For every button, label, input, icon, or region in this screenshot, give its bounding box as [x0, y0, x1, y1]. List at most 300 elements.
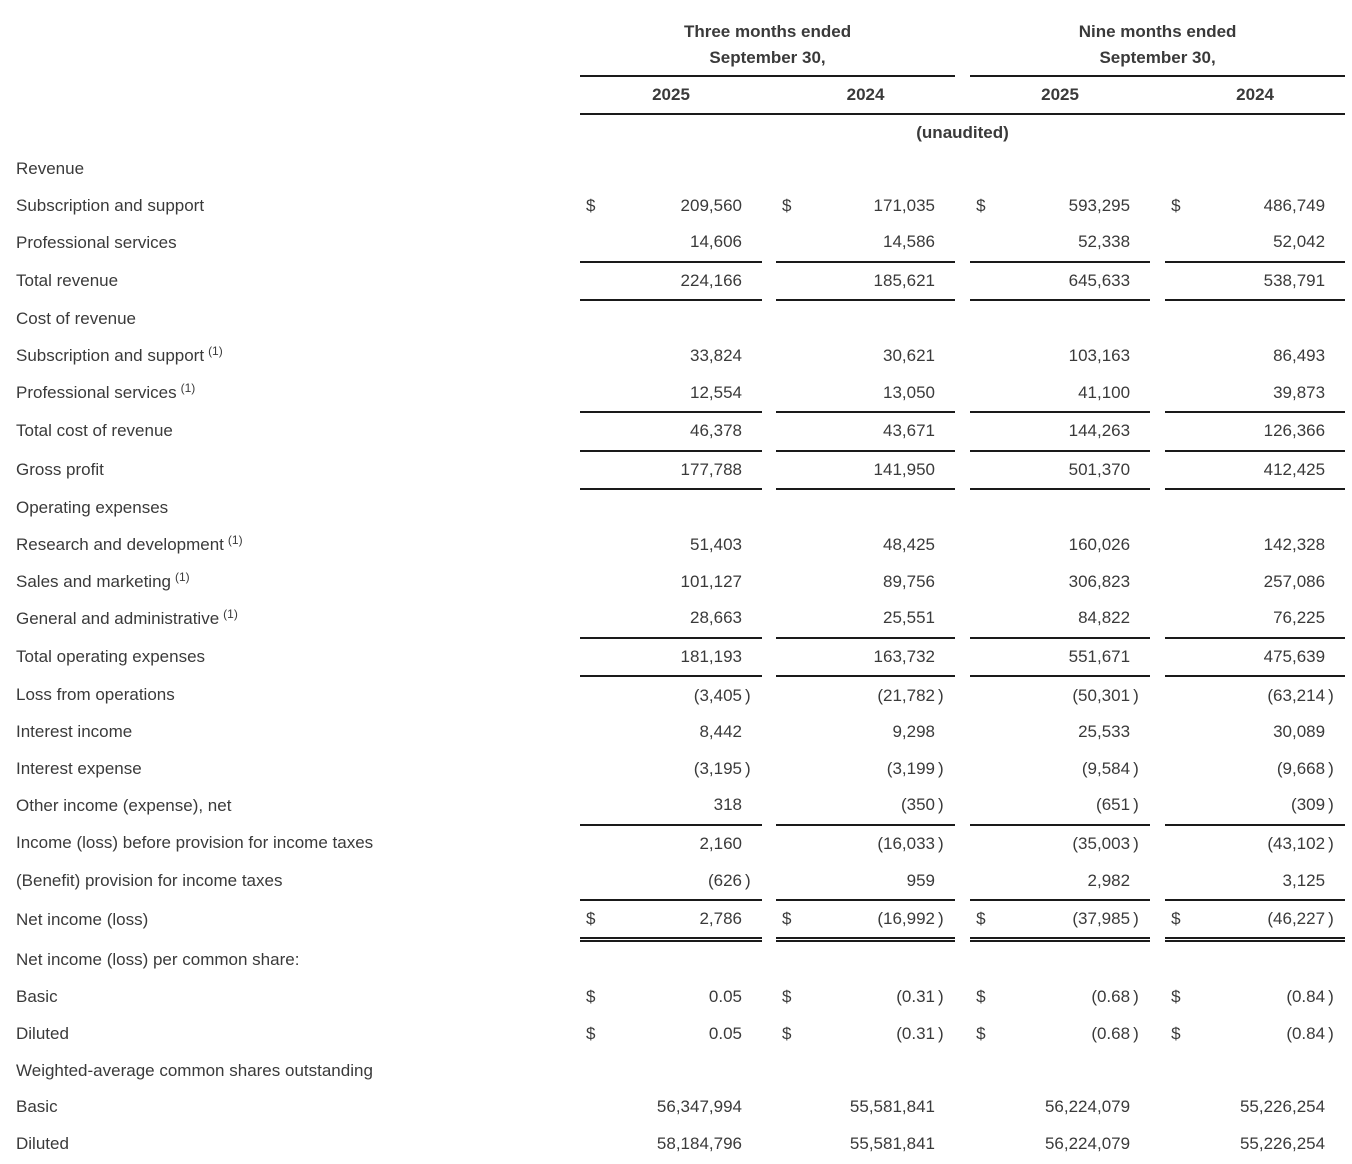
- paren-spacer-cell: [935, 1052, 955, 1089]
- row-label: [0, 862, 580, 900]
- paren-spacer-cell: [1325, 1052, 1345, 1089]
- currency-cell: [970, 825, 996, 863]
- row-label-text: Total operating expenses: [16, 647, 206, 667]
- footnote-marker: (1): [180, 381, 196, 396]
- group-gap: [1150, 151, 1165, 188]
- unaudited-label: (unaudited): [916, 123, 1009, 142]
- table-row: [0, 862, 1352, 900]
- paren-spacer-cell: [1130, 451, 1150, 490]
- paren-spacer-cell: [1130, 862, 1150, 900]
- paren-spacer-cell: [742, 375, 762, 413]
- value-cell: 209,560: [680, 195, 742, 215]
- section-row: [0, 940, 1352, 979]
- currency-cell: [776, 224, 802, 262]
- close-paren-cell: ): [935, 900, 955, 940]
- value-cell: 160,026: [1068, 535, 1131, 555]
- group-gap: [1150, 979, 1165, 1016]
- paren-spacer-cell: [742, 1125, 762, 1162]
- paren-spacer-cell: [1325, 1125, 1345, 1162]
- table-row: [0, 338, 1352, 375]
- period-title-line2: September 30,: [1099, 47, 1216, 67]
- value-cell: 84,822: [1078, 608, 1131, 628]
- currency-cell: [970, 714, 996, 751]
- value-cell: 14,586: [883, 232, 935, 252]
- currency-cell: $: [782, 1023, 792, 1043]
- header-label-spacer: [0, 14, 580, 76]
- table-row: [0, 638, 1352, 677]
- value-cell: 959: [906, 870, 935, 890]
- row-label: [0, 262, 580, 301]
- edge-spacer: [1345, 787, 1352, 825]
- edge-spacer: [1345, 1052, 1352, 1089]
- row-label: [0, 714, 580, 751]
- paren-spacer-cell: [935, 600, 955, 638]
- value-cell: (9,668: [1276, 758, 1326, 778]
- group-gap: [1150, 262, 1165, 301]
- value-cell: 51,403: [690, 535, 742, 555]
- edge-spacer: [1345, 451, 1352, 490]
- value-cell: 41,100: [1078, 382, 1131, 402]
- paren-spacer-cell: [742, 1052, 762, 1089]
- value-cell: 14,606: [690, 232, 742, 252]
- row-label: [0, 787, 580, 825]
- group-gap: [955, 489, 970, 527]
- value-cell: 28,663: [690, 608, 742, 628]
- row-label: [0, 151, 580, 188]
- group-gap: [762, 224, 776, 262]
- value-cell: (43,102: [1191, 825, 1325, 863]
- currency-cell: [1165, 676, 1191, 714]
- paren-spacer-cell: [1325, 375, 1345, 413]
- row-label: [0, 412, 580, 451]
- value-cell: (3,195: [693, 758, 742, 778]
- currency-cell: [776, 527, 802, 564]
- group-gap: [762, 751, 776, 788]
- value-cell: 55,581,841: [849, 1133, 935, 1153]
- paren-spacer-cell: [935, 375, 955, 413]
- value-cell: 25,533: [1078, 722, 1131, 742]
- value-cell: [996, 1052, 1130, 1089]
- close-paren-cell: ): [745, 870, 751, 890]
- currency-cell: [970, 489, 996, 527]
- group-gap: [955, 900, 970, 940]
- row-label: [0, 676, 580, 714]
- group-gap: [955, 151, 970, 188]
- value-cell: 177,788: [606, 451, 742, 490]
- paren-spacer-cell: [935, 412, 955, 451]
- value-cell: [802, 489, 935, 527]
- group-gap: [762, 527, 776, 564]
- row-label-text: Loss from operations: [16, 685, 175, 705]
- currency-cell: [970, 527, 996, 564]
- header-edge-spacer: [1345, 14, 1352, 76]
- close-paren-cell: ): [938, 1023, 944, 1043]
- value-cell: 56,224,079: [1044, 1133, 1131, 1153]
- value-cell: 0.05: [708, 1023, 742, 1043]
- year-header: 2024: [1165, 76, 1345, 114]
- currency-cell: [1165, 714, 1191, 751]
- paren-spacer-cell: [1130, 1052, 1150, 1089]
- group-gap: [955, 862, 970, 900]
- close-paren-cell: ): [938, 758, 944, 778]
- table-row: [0, 527, 1352, 564]
- currency-cell: [580, 751, 606, 788]
- edge-spacer: [1345, 1125, 1352, 1162]
- currency-cell: [776, 940, 802, 979]
- edge-spacer: [1345, 224, 1352, 262]
- group-gap: [1150, 564, 1165, 601]
- currency-cell: [1165, 600, 1191, 638]
- paren-spacer-cell: [1325, 151, 1345, 188]
- edge-spacer: [1345, 151, 1352, 188]
- group-gap: [955, 940, 970, 979]
- value-cell: 30,089: [1273, 722, 1326, 742]
- header-edge-spacer: [1345, 76, 1352, 114]
- currency-cell: [580, 375, 606, 413]
- currency-cell: [776, 300, 802, 338]
- value-cell: 39,873: [1273, 382, 1326, 402]
- paren-spacer-cell: [742, 300, 762, 338]
- edge-spacer: [1345, 638, 1352, 677]
- currency-cell: [1165, 862, 1191, 900]
- row-label-text: Basic: [16, 1097, 58, 1117]
- row-label-text: Professional services: [16, 383, 177, 403]
- currency-cell: [580, 862, 606, 900]
- paren-spacer-cell: [1130, 338, 1150, 375]
- currency-cell: [970, 862, 996, 900]
- value-cell: 2,786: [606, 900, 742, 940]
- paren-spacer-cell: [742, 787, 762, 825]
- currency-cell: [580, 600, 606, 638]
- paren-spacer-cell: [1325, 188, 1345, 225]
- paren-spacer-cell: [1130, 638, 1150, 677]
- value-cell: [606, 300, 742, 338]
- row-label-text: Subscription and support: [16, 195, 205, 215]
- header-label-spacer: [0, 114, 580, 151]
- group-gap: [762, 787, 776, 825]
- paren-spacer-cell: [742, 564, 762, 601]
- section-row: [0, 489, 1352, 527]
- row-label-text: Diluted: [16, 1023, 69, 1043]
- currency-cell: [1165, 825, 1191, 863]
- currency-cell: [776, 375, 802, 413]
- edge-spacer: [1345, 600, 1352, 638]
- row-label-text: Revenue: [16, 159, 85, 179]
- row-label: [0, 1016, 580, 1053]
- currency-cell: [1165, 1125, 1191, 1162]
- year-header: 2024: [776, 76, 955, 114]
- header-gap: [955, 76, 970, 114]
- row-label: [0, 825, 580, 863]
- currency-cell: [580, 338, 606, 375]
- close-paren-cell: ): [938, 685, 944, 705]
- table-row: [0, 900, 1352, 940]
- group-gap: [955, 825, 970, 863]
- group-gap: [1150, 1016, 1165, 1053]
- paren-spacer-cell: [1325, 862, 1345, 900]
- table-row: [0, 262, 1352, 301]
- paren-spacer-cell: [742, 1016, 762, 1053]
- value-cell: 46,378: [606, 412, 742, 451]
- edge-spacer: [1345, 300, 1352, 338]
- currency-cell: [970, 375, 996, 413]
- paren-spacer-cell: [742, 451, 762, 490]
- value-cell: 48,425: [883, 535, 935, 555]
- currency-cell: [1165, 940, 1191, 979]
- value-cell: 318: [713, 795, 742, 815]
- paren-spacer-cell: [742, 600, 762, 638]
- header-gap: [762, 76, 776, 114]
- value-cell: [802, 300, 935, 338]
- paren-spacer-cell: [742, 338, 762, 375]
- group-gap: [1150, 940, 1165, 979]
- value-cell: 13,050: [883, 382, 935, 402]
- value-cell: 593,295: [1068, 195, 1131, 215]
- edge-spacer: [1345, 825, 1352, 863]
- value-cell: 551,671: [996, 638, 1130, 677]
- close-paren-cell: ): [1328, 685, 1334, 705]
- group-gap: [762, 262, 776, 301]
- row-label-text: Income (loss) before provision for income taxes: [16, 833, 374, 853]
- edge-spacer: [1345, 489, 1352, 527]
- group-gap: [955, 979, 970, 1016]
- currency-cell: [776, 1089, 802, 1126]
- group-gap: [955, 188, 970, 225]
- paren-spacer-cell: [935, 489, 955, 527]
- table-row: [0, 979, 1352, 1016]
- value-cell: 224,166: [606, 262, 742, 301]
- paren-spacer-cell: [1130, 300, 1150, 338]
- group-gap: [955, 1052, 970, 1089]
- edge-spacer: [1345, 751, 1352, 788]
- row-label-text: Net income (loss): [16, 909, 149, 929]
- currency-cell: [776, 714, 802, 751]
- row-label: [0, 1089, 580, 1126]
- currency-cell: [580, 1052, 606, 1089]
- section-row: [0, 300, 1352, 338]
- row-label: [0, 375, 580, 413]
- group-gap: [762, 338, 776, 375]
- value-cell: 185,621: [802, 262, 935, 301]
- value-cell: 257,086: [1263, 571, 1326, 591]
- row-label: [0, 1125, 580, 1162]
- paren-spacer-cell: [935, 940, 955, 979]
- group-gap: [955, 751, 970, 788]
- paren-spacer-cell: [935, 224, 955, 262]
- currency-cell: $: [1171, 987, 1181, 1007]
- footnote-marker: (1): [208, 344, 223, 359]
- value-cell: 2,982: [1087, 870, 1131, 890]
- row-label-text: Subscription and support: [16, 346, 205, 366]
- value-cell: [1191, 1052, 1325, 1089]
- value-cell: 538,791: [1191, 262, 1325, 301]
- currency-cell: [580, 638, 606, 677]
- value-cell: 3,125: [1282, 870, 1326, 890]
- value-cell: [996, 300, 1130, 338]
- currency-cell: [580, 412, 606, 451]
- paren-spacer-cell: [1325, 338, 1345, 375]
- value-cell: (0.31: [896, 987, 935, 1007]
- value-cell: 0.05: [708, 987, 742, 1007]
- value-cell: [606, 489, 742, 527]
- group-gap: [1150, 676, 1165, 714]
- section-row: [0, 151, 1352, 188]
- currency-cell: [580, 676, 606, 714]
- edge-spacer: [1345, 338, 1352, 375]
- close-paren-cell: ): [1325, 825, 1345, 863]
- value-cell: 43,671: [802, 412, 935, 451]
- section-row: [0, 1052, 1352, 1089]
- value-cell: (16,033: [802, 825, 935, 863]
- value-cell: (309: [1291, 795, 1326, 815]
- paren-spacer-cell: [935, 638, 955, 677]
- table-row: [0, 676, 1352, 714]
- close-paren-cell: ): [1133, 758, 1139, 778]
- row-label: [0, 188, 580, 225]
- footnote-marker: (1): [223, 606, 238, 621]
- paren-spacer-cell: [1130, 224, 1150, 262]
- group-gap: [955, 338, 970, 375]
- paren-spacer-cell: [935, 714, 955, 751]
- header-edge-spacer: [1345, 114, 1352, 151]
- row-label-text: Total cost of revenue: [16, 421, 173, 441]
- currency-cell: [776, 451, 802, 490]
- paren-spacer-cell: [1325, 564, 1345, 601]
- edge-spacer: [1345, 188, 1352, 225]
- period-header-row: [0, 14, 1352, 76]
- paren-spacer-cell: [742, 262, 762, 301]
- currency-cell: [580, 300, 606, 338]
- currency-cell: [580, 825, 606, 863]
- group-gap: [1150, 1089, 1165, 1126]
- value-cell: 12,554: [690, 382, 742, 402]
- group-gap: [762, 714, 776, 751]
- close-paren-cell: ): [935, 825, 955, 863]
- value-cell: 486,749: [1263, 195, 1326, 215]
- paren-spacer-cell: [1325, 489, 1345, 527]
- paren-spacer-cell: [1130, 188, 1150, 225]
- row-label: [0, 900, 580, 940]
- group-gap: [955, 1089, 970, 1126]
- value-cell: 55,226,254: [1239, 1133, 1326, 1153]
- value-cell: 126,366: [1191, 412, 1325, 451]
- group-gap: [955, 564, 970, 601]
- close-paren-cell: ): [1130, 825, 1150, 863]
- table-row: [0, 1125, 1352, 1162]
- currency-cell: [1165, 338, 1191, 375]
- paren-spacer-cell: [742, 940, 762, 979]
- value-cell: [996, 151, 1130, 188]
- currency-cell: [970, 262, 996, 301]
- value-cell: (3,405: [693, 685, 742, 705]
- year-header: 2025: [970, 76, 1150, 114]
- close-paren-cell: ): [1325, 900, 1345, 940]
- value-cell: [996, 940, 1130, 979]
- group-gap: [1150, 825, 1165, 863]
- group-gap: [1150, 527, 1165, 564]
- paren-spacer-cell: [1130, 1125, 1150, 1162]
- currency-cell: [1165, 564, 1191, 601]
- group-gap: [1150, 862, 1165, 900]
- row-label: [0, 600, 580, 638]
- paren-spacer-cell: [1130, 412, 1150, 451]
- row-label-text: Total revenue: [16, 271, 119, 291]
- value-cell: (626: [707, 870, 742, 890]
- value-cell: 52,042: [1273, 232, 1326, 252]
- row-label-text: Basic: [16, 987, 58, 1007]
- edge-spacer: [1345, 714, 1352, 751]
- value-cell: 306,823: [1068, 571, 1131, 591]
- close-paren-cell: ): [745, 685, 751, 705]
- paren-spacer-cell: [935, 262, 955, 301]
- currency-cell: [970, 1089, 996, 1126]
- currency-cell: [1165, 224, 1191, 262]
- group-gap: [762, 451, 776, 490]
- currency-cell: [970, 224, 996, 262]
- paren-spacer-cell: [935, 188, 955, 225]
- value-cell: 181,193: [606, 638, 742, 677]
- group-gap: [1150, 787, 1165, 825]
- paren-spacer-cell: [935, 862, 955, 900]
- group-gap: [762, 979, 776, 1016]
- row-label-text: Operating expenses: [16, 498, 169, 518]
- currency-cell: [970, 300, 996, 338]
- period-header-three-months: [580, 14, 955, 76]
- currency-cell: [970, 751, 996, 788]
- paren-spacer-cell: [1130, 714, 1150, 751]
- edge-spacer: [1345, 676, 1352, 714]
- paren-spacer-cell: [1130, 262, 1150, 301]
- currency-cell: $: [1171, 195, 1181, 215]
- value-cell: [802, 1052, 935, 1089]
- currency-cell: [970, 787, 996, 825]
- group-gap: [1150, 600, 1165, 638]
- close-paren-cell: ): [1133, 795, 1139, 815]
- close-paren-cell: ): [938, 987, 944, 1007]
- group-gap: [762, 1089, 776, 1126]
- row-label-text: Diluted: [16, 1133, 69, 1153]
- currency-cell: [580, 1125, 606, 1162]
- group-gap: [762, 825, 776, 863]
- currency-cell: $: [782, 195, 792, 215]
- group-gap: [955, 676, 970, 714]
- row-label: [0, 979, 580, 1016]
- paren-spacer-cell: [1130, 527, 1150, 564]
- value-cell: 30,621: [883, 346, 935, 366]
- group-gap: [955, 714, 970, 751]
- paren-spacer-cell: [935, 527, 955, 564]
- table-row: [0, 375, 1352, 413]
- value-cell: 163,732: [802, 638, 935, 677]
- paren-spacer-cell: [1130, 1089, 1150, 1126]
- value-cell: (63,214: [1267, 685, 1326, 705]
- paren-spacer-cell: [1325, 451, 1345, 490]
- table-row: [0, 714, 1352, 751]
- currency-cell: [580, 451, 606, 490]
- group-gap: [1150, 412, 1165, 451]
- value-cell: [802, 151, 935, 188]
- table-row: [0, 224, 1352, 262]
- group-gap: [955, 412, 970, 451]
- row-label-text: Net income (loss) per common share:: [16, 949, 300, 969]
- edge-spacer: [1345, 900, 1352, 940]
- group-gap: [955, 1016, 970, 1053]
- edge-spacer: [1345, 940, 1352, 979]
- currency-cell: [970, 451, 996, 490]
- row-label: [0, 527, 580, 564]
- table-row: [0, 1089, 1352, 1126]
- row-label-text: Sales and marketing: [16, 571, 171, 591]
